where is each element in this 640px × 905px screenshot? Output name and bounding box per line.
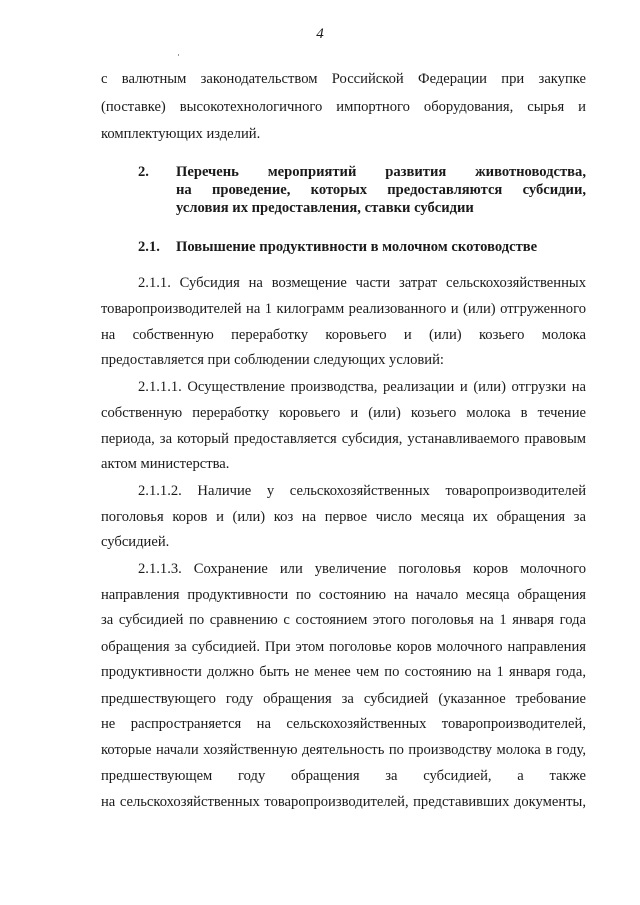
section-2-number: 2. <box>138 164 149 180</box>
scan-speck <box>178 54 179 56</box>
body-line-21: на сельскохозяйственных товаропроизводителей, представивших документы, <box>101 794 586 810</box>
body-line-14: за субсидией по сравнению с состоянием этого поголовья на 1 января года <box>101 612 586 628</box>
section-2-title-line-2: на проведение, которых предоставляются субсидии, <box>176 182 586 198</box>
page-number: 4 <box>316 26 324 42</box>
body-line-10: поголовья коров и (или) коз на первое число месяца их обращения за <box>101 509 586 525</box>
body-line-18: не распространяется на сельскохозяйственных товаропроизводителей, <box>101 716 586 732</box>
intro-line-2: (поставке) высокотехнологичного импортного оборудования, сырья и <box>101 99 586 115</box>
section-2-1-number: 2.1. <box>138 239 160 255</box>
body-line-1: 2.1.1. Субсидия на возмещение части затрат сельскохозяйственных <box>138 275 586 291</box>
body-line-20: предшествующем году обращения за субсидией, а также <box>101 768 586 784</box>
intro-line-3: комплектующих изделий. <box>101 126 261 142</box>
body-line-5: 2.1.1.1. Осуществление производства, реализации и (или) отгрузки на <box>138 379 586 395</box>
body-line-11: субсидией. <box>101 534 170 550</box>
body-line-19: которые начали хозяйственную деятельность по производству молока в году, <box>101 742 586 758</box>
body-line-4: предоставляется при соблюдении следующих условий: <box>101 352 444 368</box>
section-2-title-line-3: условия их предоставления, ставки субсидии <box>176 200 474 216</box>
body-line-16: продуктивности должно быть не менее чем по состоянию на 1 января года, <box>101 664 586 680</box>
body-line-15: обращения за субсидией. При этом поголовье коров молочного направления <box>101 639 586 655</box>
body-line-7: периода, за который предоставляется субсидия, устанавливаемого правовым <box>101 431 586 447</box>
section-2-1-title: Повышение продуктивности в молочном скотоводстве <box>176 239 538 255</box>
body-line-12: 2.1.1.3. Сохранение или увеличение поголовья коров молочного <box>138 561 586 577</box>
body-line-13: направления продуктивности по состоянию на начало месяца обращения <box>101 587 586 603</box>
body-line-2: товаропроизводителей на 1 килограмм реализованного и (или) отгруженного <box>101 301 586 317</box>
body-line-17: предшествующего году обращения за субсидией (указанное требование <box>101 691 586 707</box>
intro-line-1: с валютным законодательством Российской Федерации при закупке <box>101 71 586 87</box>
body-line-8: актом министерства. <box>101 456 230 472</box>
body-line-6: собственную переработку коровьего и (или) козьего молока в течение <box>101 405 586 421</box>
body-line-9: 2.1.1.2. Наличие у сельскохозяйственных товаропроизводителей <box>138 483 586 499</box>
body-line-3: на собственную переработку коровьего и (или) козьего молока <box>101 327 586 343</box>
section-2-title-line-1: Перечень мероприятий развития животноводства, <box>176 164 586 180</box>
